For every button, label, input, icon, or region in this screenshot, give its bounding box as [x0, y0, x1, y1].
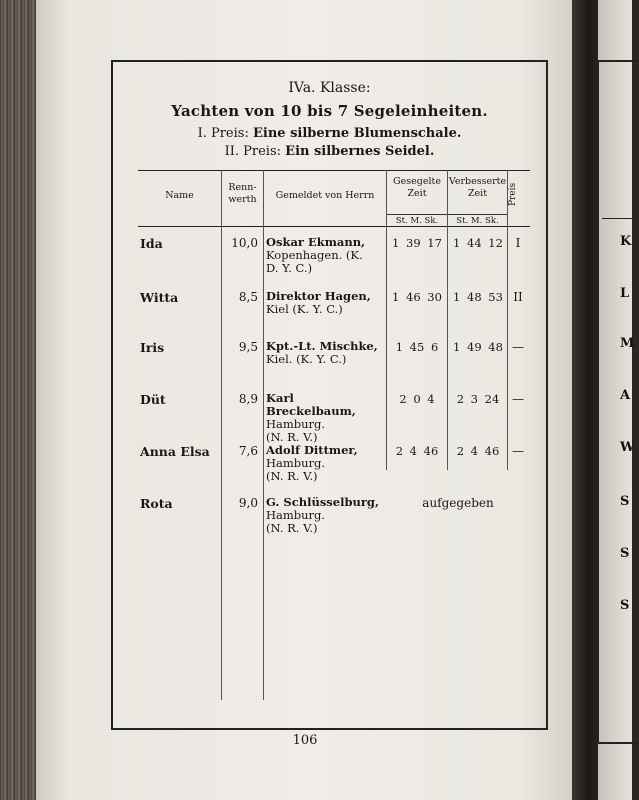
owner-name: Direktor Hagen, — [266, 289, 371, 303]
owner-name: Kpt.-Lt. Mischke, — [266, 339, 378, 353]
header-prize: Preis — [508, 182, 518, 206]
owner-city: Hamburg. — [266, 508, 326, 522]
owner-entry — [266, 290, 386, 316]
second-prize-label: II. Preis: — [224, 144, 282, 159]
corrected-time: 1 49 48 — [453, 340, 503, 354]
owner-city: Hamburg. — [266, 417, 326, 431]
header-corrected-units: St. M. Sk. — [448, 214, 507, 226]
owner-name: Adolf Dittmer, — [266, 443, 358, 457]
owner-name: Karl Breckelbaum, — [266, 391, 356, 418]
first-prize-line — [113, 126, 546, 141]
withdrawn-note: aufgegeben — [422, 496, 494, 510]
page-number: 106 — [292, 733, 318, 748]
second-prize-line — [113, 144, 546, 159]
yacht-name: Rota — [140, 496, 173, 511]
owner-name: G. Schlüsselburg, — [266, 495, 379, 509]
owner-city: Kopenhagen. (K. — [266, 248, 363, 262]
owner-entry — [266, 236, 386, 275]
header-entered-by: Gemeldet von Herrn — [275, 190, 375, 201]
owner-name: Oskar Ekmann, — [266, 235, 366, 249]
yacht-name: Ida — [140, 236, 163, 251]
header-rating — [222, 182, 263, 206]
col-divider — [263, 170, 264, 700]
facing-page-glyph: S — [620, 494, 630, 509]
corrected-time: 1 44 12 — [453, 236, 503, 250]
rating-value: 8,5 — [238, 290, 258, 304]
rating-value: 9,0 — [238, 496, 258, 510]
facing-page-glyph: L — [620, 286, 630, 301]
owner-entry — [266, 392, 386, 444]
first-prize-label: I. Preis: — [197, 126, 249, 141]
facing-page-glyph: S — [620, 598, 630, 613]
book-gutter — [572, 0, 600, 800]
prize-value: — — [512, 340, 524, 354]
facing-page-rule — [602, 218, 632, 219]
header-corrected-l2: Zeit — [467, 188, 488, 199]
facing-page-edge — [598, 0, 635, 800]
second-prize-text: Ein silbernes Seidel. — [285, 144, 435, 159]
header-sailed-units: St. M. Sk. — [387, 214, 447, 226]
yacht-name: Düt — [140, 392, 166, 407]
header-corrected-l1: Verbesserte — [448, 176, 507, 187]
rating-value: 7,6 — [238, 444, 258, 458]
yacht-name: Iris — [140, 340, 165, 355]
prize-value: — — [512, 392, 524, 406]
owner-club: (N. R. V.) — [266, 430, 318, 444]
corrected-time: 1 48 53 — [453, 290, 503, 304]
sailed-time: 1 46 30 — [392, 290, 442, 304]
facing-page-glyph: M — [620, 336, 635, 351]
sailed-time: 1 45 6 — [395, 340, 439, 354]
corrected-time: 2 4 46 — [456, 444, 500, 458]
owner-entry — [266, 444, 386, 483]
book-page — [36, 0, 574, 800]
yacht-name: Witta — [140, 290, 179, 305]
first-prize-text: Eine silberne Blumenschale. — [252, 126, 462, 141]
owner-city: Hamburg. — [266, 456, 326, 470]
prize-value: — — [512, 444, 524, 458]
header-sailed-l2: Zeit — [407, 188, 427, 199]
page-frame — [111, 60, 548, 730]
facing-page-glyph: K — [620, 234, 632, 249]
sailed-time: 2 4 46 — [395, 444, 439, 458]
owner-club: (N. R. V.) — [266, 521, 318, 535]
corrected-time: 2 3 24 — [456, 392, 500, 406]
sailed-time: 2 0 4 — [399, 392, 435, 406]
rating-value: 10,0 — [231, 236, 258, 250]
header-corrected — [448, 176, 507, 200]
book-edge-left — [0, 0, 36, 800]
owner-club: (N. R. V.) — [266, 469, 318, 483]
class-title: IVa. Klasse: — [288, 80, 371, 96]
header-rating-l2: werth — [228, 194, 257, 205]
col-divider — [507, 170, 508, 470]
rating-value: 9,5 — [238, 340, 258, 354]
owner-club: D. Y. C.) — [266, 261, 313, 275]
header-name: Name — [165, 190, 194, 201]
prize-value: II — [513, 290, 523, 304]
header-sailed-l1: Gesegelte — [393, 176, 441, 187]
facing-page-frame — [598, 60, 639, 744]
yacht-name: Anna Elsa — [140, 444, 210, 459]
facing-page-glyph: S — [620, 546, 630, 561]
sailed-time: 1 39 17 — [392, 236, 442, 250]
owner-entry — [266, 340, 386, 366]
owner-city: Kiel. (K. Y. C.) — [266, 352, 347, 366]
header-sailed — [387, 176, 447, 200]
table-top-rule — [138, 170, 530, 171]
facing-page-glyph: W — [620, 440, 635, 455]
owner-city: Kiel (K. Y. C.) — [266, 302, 343, 316]
rating-value: 8,9 — [238, 392, 258, 406]
prize-value: I — [515, 236, 521, 250]
owner-entry — [266, 496, 386, 535]
results-table — [138, 170, 530, 700]
table-header-rule — [138, 226, 530, 227]
class-subtitle: Yachten von 10 bis 7 Segeleinheiten. — [171, 102, 488, 120]
header-rating-l1: Renn- — [228, 182, 257, 193]
facing-page-glyph: A — [620, 388, 631, 403]
